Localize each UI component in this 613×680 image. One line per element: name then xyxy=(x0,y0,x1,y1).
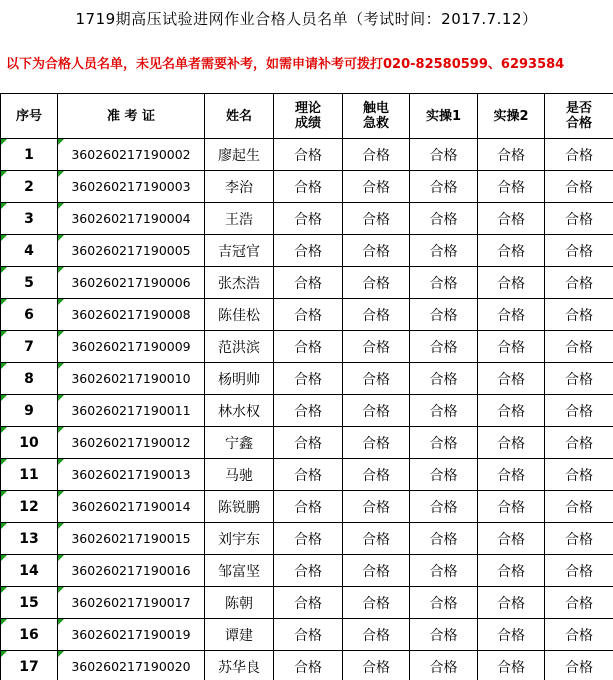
cell-pass: 合格 xyxy=(545,587,613,619)
table-row xyxy=(1,171,613,203)
cell-cert: 360260217190014 xyxy=(58,491,205,523)
cell-theory: 合格 xyxy=(274,267,343,299)
cell-theory: 合格 xyxy=(274,235,343,267)
cell-seq: 14 xyxy=(1,555,58,587)
cell-seq: 8 xyxy=(1,363,58,395)
header-pass-line1: 是否 xyxy=(565,101,592,116)
cell-practice2: 合格 xyxy=(478,267,545,299)
results-table xyxy=(0,93,613,680)
cell-practice2: 合格 xyxy=(478,299,545,331)
header-name: 姓名 xyxy=(205,94,274,139)
cell-seq: 16 xyxy=(1,619,58,651)
cell-seq: 1 xyxy=(1,139,58,171)
cell-seq: 10 xyxy=(1,427,58,459)
cell-shock: 合格 xyxy=(343,267,410,299)
cell-pass: 合格 xyxy=(545,459,613,491)
cell-shock: 合格 xyxy=(343,203,410,235)
cell-practice1: 合格 xyxy=(410,587,478,619)
cell-theory: 合格 xyxy=(274,331,343,363)
cell-cert: 360260217190009 xyxy=(58,331,205,363)
cell-practice1: 合格 xyxy=(410,203,478,235)
cell-practice2: 合格 xyxy=(478,459,545,491)
table-row xyxy=(1,619,613,651)
cell-pass: 合格 xyxy=(545,523,613,555)
header-pass-line2: 合格 xyxy=(565,116,592,131)
cell-practice1: 合格 xyxy=(410,651,478,680)
cell-seq: 4 xyxy=(1,235,58,267)
header-theory xyxy=(274,94,343,139)
cell-pass: 合格 xyxy=(545,235,613,267)
cell-name: 陈朝 xyxy=(205,587,274,619)
cell-shock: 合格 xyxy=(343,523,410,555)
table-row xyxy=(1,203,613,235)
table-row xyxy=(1,555,613,587)
cell-practice1: 合格 xyxy=(410,619,478,651)
cell-practice2: 合格 xyxy=(478,491,545,523)
cell-cert: 360260217190004 xyxy=(58,203,205,235)
cell-practice2: 合格 xyxy=(478,587,545,619)
cell-name: 范洪滨 xyxy=(205,331,274,363)
cell-practice2: 合格 xyxy=(478,363,545,395)
cell-practice1: 合格 xyxy=(410,331,478,363)
table-row xyxy=(1,267,613,299)
cell-pass: 合格 xyxy=(545,651,613,680)
cell-theory: 合格 xyxy=(274,427,343,459)
header-practice2: 实操2 xyxy=(478,94,545,139)
cell-name: 谭建 xyxy=(205,619,274,651)
cell-name: 张杰浩 xyxy=(205,267,274,299)
cell-shock: 合格 xyxy=(343,619,410,651)
cell-cert: 360260217190019 xyxy=(58,619,205,651)
cell-theory: 合格 xyxy=(274,299,343,331)
cell-practice1: 合格 xyxy=(410,235,478,267)
cell-name: 吉冠官 xyxy=(205,235,274,267)
table-row xyxy=(1,235,613,267)
cell-pass: 合格 xyxy=(545,555,613,587)
cell-pass: 合格 xyxy=(545,363,613,395)
table-row xyxy=(1,491,613,523)
cell-name: 王浩 xyxy=(205,203,274,235)
cell-cert: 360260217190006 xyxy=(58,267,205,299)
table-row xyxy=(1,139,613,171)
cell-shock: 合格 xyxy=(343,459,410,491)
header-seq: 序号 xyxy=(1,94,58,139)
cell-theory: 合格 xyxy=(274,395,343,427)
cell-theory: 合格 xyxy=(274,555,343,587)
cell-practice2: 合格 xyxy=(478,555,545,587)
table-row xyxy=(1,459,613,491)
cell-pass: 合格 xyxy=(545,139,613,171)
cell-practice1: 合格 xyxy=(410,299,478,331)
cell-practice2: 合格 xyxy=(478,235,545,267)
cell-seq: 3 xyxy=(1,203,58,235)
cell-theory: 合格 xyxy=(274,619,343,651)
header-shock xyxy=(343,94,410,139)
cell-practice2: 合格 xyxy=(478,139,545,171)
header-pass xyxy=(545,94,613,139)
cell-shock: 合格 xyxy=(343,555,410,587)
table-header-row xyxy=(1,94,613,139)
cell-practice2: 合格 xyxy=(478,203,545,235)
cell-shock: 合格 xyxy=(343,491,410,523)
cell-cert: 360260217190008 xyxy=(58,299,205,331)
header-theory-line1: 理论 xyxy=(294,101,321,116)
cell-name: 马驰 xyxy=(205,459,274,491)
notice-text: 以下为合格人员名单，未见名单者需要补考，如需申请补考可拨打020-82580599、6293584 xyxy=(6,57,565,72)
cell-cert: 360260217190002 xyxy=(58,139,205,171)
cell-pass: 合格 xyxy=(545,299,613,331)
cell-practice2: 合格 xyxy=(478,619,545,651)
cell-name: 杨明帅 xyxy=(205,363,274,395)
table-row xyxy=(1,331,613,363)
cell-theory: 合格 xyxy=(274,491,343,523)
cell-name: 陈锐鹏 xyxy=(205,491,274,523)
cell-shock: 合格 xyxy=(343,427,410,459)
header-practice1: 实操1 xyxy=(410,94,478,139)
cell-name: 陈佳松 xyxy=(205,299,274,331)
cell-pass: 合格 xyxy=(545,267,613,299)
cell-shock: 合格 xyxy=(343,235,410,267)
cell-shock: 合格 xyxy=(343,651,410,680)
header-theory-line2: 成绩 xyxy=(294,116,321,131)
header-shock-line2: 急救 xyxy=(362,116,389,131)
cell-shock: 合格 xyxy=(343,363,410,395)
header-cert: 准 考 证 xyxy=(58,94,205,139)
cell-pass: 合格 xyxy=(545,331,613,363)
cell-seq: 2 xyxy=(1,171,58,203)
cell-theory: 合格 xyxy=(274,363,343,395)
cell-pass: 合格 xyxy=(545,171,613,203)
cell-practice2: 合格 xyxy=(478,331,545,363)
cell-shock: 合格 xyxy=(343,395,410,427)
cell-practice1: 合格 xyxy=(410,459,478,491)
cell-seq: 9 xyxy=(1,395,58,427)
cell-practice2: 合格 xyxy=(478,427,545,459)
cell-shock: 合格 xyxy=(343,587,410,619)
cell-practice1: 合格 xyxy=(410,491,478,523)
cell-pass: 合格 xyxy=(545,619,613,651)
cell-practice2: 合格 xyxy=(478,171,545,203)
cell-pass: 合格 xyxy=(545,427,613,459)
cell-practice2: 合格 xyxy=(478,651,545,680)
cell-cert: 360260217190012 xyxy=(58,427,205,459)
cell-name: 邹富坚 xyxy=(205,555,274,587)
table-row xyxy=(1,427,613,459)
cell-seq: 17 xyxy=(1,651,58,680)
cell-theory: 合格 xyxy=(274,203,343,235)
cell-cert: 360260217190011 xyxy=(58,395,205,427)
cell-practice1: 合格 xyxy=(410,363,478,395)
cell-seq: 7 xyxy=(1,331,58,363)
cell-theory: 合格 xyxy=(274,139,343,171)
table-row xyxy=(1,363,613,395)
cell-shock: 合格 xyxy=(343,299,410,331)
cell-practice1: 合格 xyxy=(410,171,478,203)
cell-name: 李治 xyxy=(205,171,274,203)
cell-practice1: 合格 xyxy=(410,395,478,427)
cell-cert: 360260217190010 xyxy=(58,363,205,395)
cell-theory: 合格 xyxy=(274,171,343,203)
cell-seq: 12 xyxy=(1,491,58,523)
cell-shock: 合格 xyxy=(343,171,410,203)
cell-practice1: 合格 xyxy=(410,427,478,459)
cell-seq: 6 xyxy=(1,299,58,331)
cell-practice1: 合格 xyxy=(410,267,478,299)
cell-shock: 合格 xyxy=(343,331,410,363)
cell-name: 宁鑫 xyxy=(205,427,274,459)
cell-cert: 360260217190016 xyxy=(58,555,205,587)
cell-practice2: 合格 xyxy=(478,395,545,427)
cell-theory: 合格 xyxy=(274,459,343,491)
cell-name: 廖起生 xyxy=(205,139,274,171)
cell-cert: 360260217190015 xyxy=(58,523,205,555)
cell-seq: 11 xyxy=(1,459,58,491)
cell-name: 苏华良 xyxy=(205,651,274,680)
cell-cert: 360260217190017 xyxy=(58,587,205,619)
cell-cert: 360260217190005 xyxy=(58,235,205,267)
cell-pass: 合格 xyxy=(545,203,613,235)
table-row xyxy=(1,523,613,555)
cell-seq: 5 xyxy=(1,267,58,299)
cell-pass: 合格 xyxy=(545,491,613,523)
table-body xyxy=(1,139,613,680)
cell-cert: 360260217190013 xyxy=(58,459,205,491)
table-row xyxy=(1,395,613,427)
table-row xyxy=(1,299,613,331)
cell-cert: 360260217190003 xyxy=(58,171,205,203)
cell-seq: 15 xyxy=(1,587,58,619)
table-row xyxy=(1,651,613,680)
table-row xyxy=(1,587,613,619)
cell-theory: 合格 xyxy=(274,587,343,619)
cell-theory: 合格 xyxy=(274,651,343,680)
cell-practice1: 合格 xyxy=(410,555,478,587)
cell-theory: 合格 xyxy=(274,523,343,555)
cell-name: 林水权 xyxy=(205,395,274,427)
cell-seq: 13 xyxy=(1,523,58,555)
cell-practice2: 合格 xyxy=(478,523,545,555)
document-title: 1719期高压试验进网作业合格人员名单（考试时间：2017.7.12） xyxy=(75,10,538,28)
cell-name: 刘宇东 xyxy=(205,523,274,555)
cell-pass: 合格 xyxy=(545,395,613,427)
cell-practice1: 合格 xyxy=(410,139,478,171)
cell-practice1: 合格 xyxy=(410,523,478,555)
cell-cert: 360260217190020 xyxy=(58,651,205,680)
header-shock-line1: 触电 xyxy=(362,101,389,116)
cell-shock: 合格 xyxy=(343,139,410,171)
